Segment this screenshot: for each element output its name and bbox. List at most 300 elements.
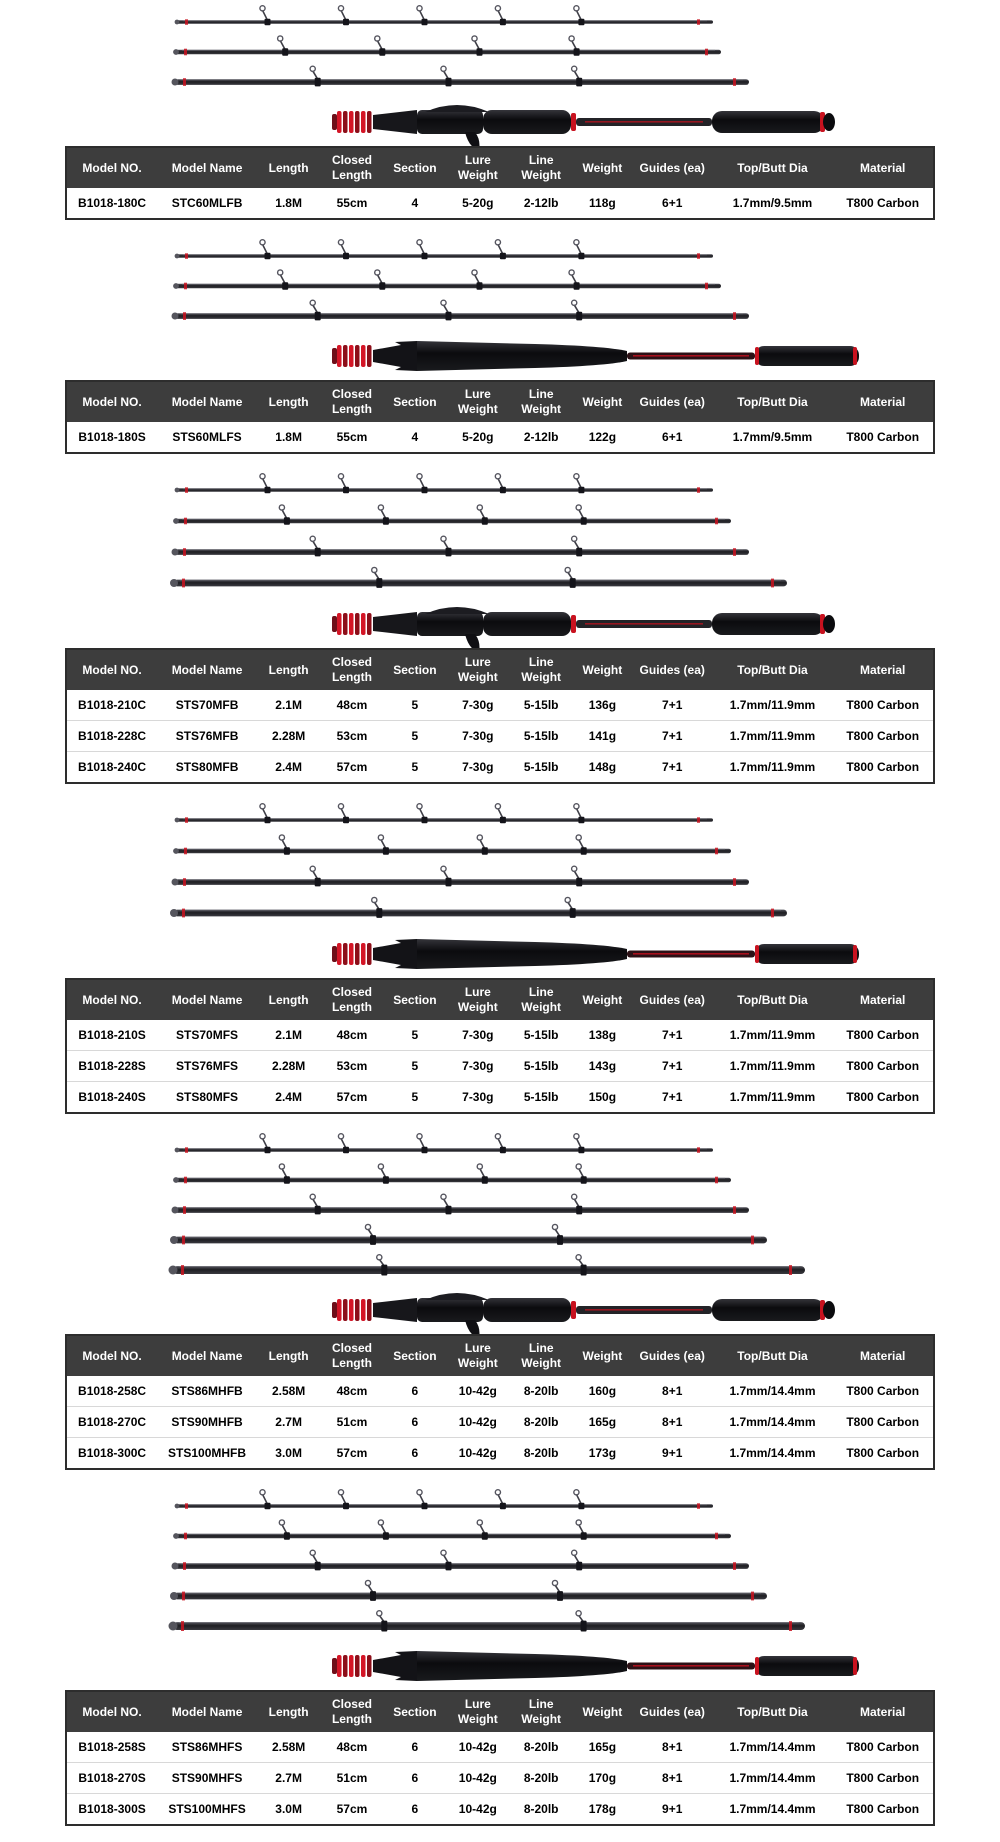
rod-segment xyxy=(175,474,713,494)
table-cell: STS80MFS xyxy=(157,1082,257,1114)
table-cell: 1.7mm/11.9mm xyxy=(713,752,833,784)
table-cell: 2.1M xyxy=(257,690,320,721)
table-cell: T800 Carbon xyxy=(832,721,934,752)
casting-rod-kit-photo-5pc xyxy=(65,470,935,648)
table-cell: B1018-210S xyxy=(66,1020,157,1051)
spinning-rod-kit-photo-5pc xyxy=(65,800,935,978)
rod-segment xyxy=(172,66,750,86)
table-cell: 3.0M xyxy=(257,1438,320,1470)
table-cell: T800 Carbon xyxy=(832,1732,934,1763)
product-spec-list xyxy=(65,0,935,1826)
table-row xyxy=(66,721,934,752)
table-row xyxy=(66,1051,934,1082)
rod-segment xyxy=(173,1164,731,1184)
table-cell: 5 xyxy=(384,690,446,721)
product-section xyxy=(65,470,935,784)
table-row xyxy=(66,1082,934,1114)
column-header: Line Weight xyxy=(510,1335,573,1376)
table-cell: 7-30g xyxy=(446,721,509,752)
rod-photo xyxy=(65,1486,935,1690)
table-cell: 4 xyxy=(384,422,446,453)
column-header: Model Name xyxy=(157,381,257,422)
column-header: Closed Length xyxy=(320,1335,383,1376)
rod-segment xyxy=(172,1550,750,1570)
column-header: Weight xyxy=(573,649,632,690)
column-header: Line Weight xyxy=(510,1691,573,1732)
spec-table-head xyxy=(66,381,934,422)
casting-handle xyxy=(332,1293,835,1334)
column-header: Model Name xyxy=(157,1335,257,1376)
table-cell: 5-15lb xyxy=(510,721,573,752)
table-cell: 165g xyxy=(573,1732,632,1763)
column-header: Guides (ea) xyxy=(632,1335,713,1376)
table-cell: 1.7mm/11.9mm xyxy=(713,1082,833,1114)
column-header: Line Weight xyxy=(510,649,573,690)
column-header: Model NO. xyxy=(66,979,157,1020)
product-section xyxy=(65,800,935,1114)
spec-table-head xyxy=(66,649,934,690)
spec-table-body xyxy=(66,690,934,783)
rod-photo xyxy=(65,236,935,380)
spec-table xyxy=(65,1690,935,1826)
table-cell: 2.7M xyxy=(257,1407,320,1438)
table-cell: 178g xyxy=(573,1794,632,1826)
table-cell: STS76MFB xyxy=(157,721,257,752)
table-cell: B1018-240S xyxy=(66,1082,157,1114)
column-header: Section xyxy=(384,649,446,690)
column-header: Line Weight xyxy=(510,979,573,1020)
spec-table-head xyxy=(66,1691,934,1732)
table-cell: T800 Carbon xyxy=(832,422,934,453)
table-cell: B1018-240C xyxy=(66,752,157,784)
spinning-rod-kit-photo-6pc xyxy=(65,1486,935,1690)
column-header: Top/Butt Dia xyxy=(713,381,833,422)
rod-segment xyxy=(172,536,750,556)
table-cell: 141g xyxy=(573,721,632,752)
table-cell: 170g xyxy=(573,1763,632,1794)
column-header: Guides (ea) xyxy=(632,381,713,422)
table-cell: T800 Carbon xyxy=(832,690,934,721)
column-header: Top/Butt Dia xyxy=(713,979,833,1020)
table-cell: 5 xyxy=(384,1082,446,1114)
table-cell: 1.7mm/14.4mm xyxy=(713,1794,833,1826)
table-cell: 2.58M xyxy=(257,1732,320,1763)
table-cell: 8+1 xyxy=(632,1732,713,1763)
product-section xyxy=(65,1130,935,1470)
casting-rod-kit-photo-6pc xyxy=(65,1130,935,1334)
rod-segment xyxy=(175,6,713,26)
table-cell: 51cm xyxy=(320,1763,383,1794)
table-cell: 6 xyxy=(384,1763,446,1794)
table-cell: 2-12lb xyxy=(510,422,573,453)
rod-segment xyxy=(170,1580,767,1601)
table-cell: 55cm xyxy=(320,188,383,219)
table-cell: 53cm xyxy=(320,721,383,752)
table-row xyxy=(66,188,934,219)
table-cell: 8+1 xyxy=(632,1376,713,1407)
column-header: Weight xyxy=(573,1691,632,1732)
table-cell: B1018-300S xyxy=(66,1794,157,1826)
rod-segment xyxy=(170,1224,767,1245)
table-cell: 2.7M xyxy=(257,1763,320,1794)
column-header: Section xyxy=(384,979,446,1020)
rod-segment xyxy=(170,897,787,918)
table-cell: 57cm xyxy=(320,1794,383,1826)
column-header: Line Weight xyxy=(510,147,573,188)
table-cell: 5 xyxy=(384,721,446,752)
column-header: Material xyxy=(832,649,934,690)
trigger-grip-icon xyxy=(465,634,480,648)
table-cell: 57cm xyxy=(320,1082,383,1114)
table-cell: T800 Carbon xyxy=(832,1020,934,1051)
column-header: Guides (ea) xyxy=(632,649,713,690)
table-row xyxy=(66,1376,934,1407)
spec-table-body xyxy=(66,188,934,219)
table-cell: T800 Carbon xyxy=(832,188,934,219)
spec-table xyxy=(65,978,935,1114)
table-cell: T800 Carbon xyxy=(832,752,934,784)
table-cell: B1018-258C xyxy=(66,1376,157,1407)
product-section xyxy=(65,1486,935,1826)
table-cell: 6+1 xyxy=(632,188,713,219)
table-cell: T800 Carbon xyxy=(832,1438,934,1470)
table-cell: 165g xyxy=(573,1407,632,1438)
table-cell: 7+1 xyxy=(632,1082,713,1114)
table-cell: B1018-270S xyxy=(66,1763,157,1794)
table-cell: 57cm xyxy=(320,752,383,784)
table-cell: 118g xyxy=(573,188,632,219)
table-cell: 7+1 xyxy=(632,690,713,721)
table-cell: B1018-300C xyxy=(66,1438,157,1470)
column-header: Length xyxy=(257,1691,320,1732)
spec-table-head xyxy=(66,1335,934,1376)
table-cell: 8-20lb xyxy=(510,1376,573,1407)
table-row xyxy=(66,1407,934,1438)
column-header: Section xyxy=(384,381,446,422)
trigger-grip-icon xyxy=(465,132,480,146)
table-header-row xyxy=(66,1691,934,1732)
spinning-handle xyxy=(332,939,859,969)
table-row xyxy=(66,690,934,721)
column-header: Weight xyxy=(573,147,632,188)
rod-segment xyxy=(172,866,750,886)
column-header: Weight xyxy=(573,381,632,422)
rod-segment xyxy=(175,1490,713,1510)
table-cell: 7+1 xyxy=(632,1020,713,1051)
column-header: Length xyxy=(257,649,320,690)
table-cell: 1.7mm/9.5mm xyxy=(713,188,833,219)
table-cell: 6 xyxy=(384,1732,446,1763)
spec-table-head xyxy=(66,147,934,188)
rod-segment xyxy=(173,270,721,290)
table-cell: 5 xyxy=(384,1020,446,1051)
table-cell: STS100MHFB xyxy=(157,1438,257,1470)
column-header: Model NO. xyxy=(66,1335,157,1376)
table-cell: 2.1M xyxy=(257,1020,320,1051)
table-cell: 1.7mm/9.5mm xyxy=(713,422,833,453)
column-header: Material xyxy=(832,979,934,1020)
table-cell: 8-20lb xyxy=(510,1407,573,1438)
casting-rod-kit-photo-4pc xyxy=(65,2,935,146)
rod-segment xyxy=(173,505,731,525)
table-cell: 2-12lb xyxy=(510,188,573,219)
table-cell: 173g xyxy=(573,1438,632,1470)
column-header: Guides (ea) xyxy=(632,979,713,1020)
rod-segment xyxy=(172,1194,750,1214)
table-cell: 51cm xyxy=(320,1407,383,1438)
column-header: Top/Butt Dia xyxy=(713,1691,833,1732)
table-row xyxy=(66,1763,934,1794)
column-header: Weight xyxy=(573,979,632,1020)
table-cell: 6 xyxy=(384,1794,446,1826)
column-header: Section xyxy=(384,1335,446,1376)
table-cell: 3.0M xyxy=(257,1794,320,1826)
spec-table xyxy=(65,146,935,220)
table-row xyxy=(66,1794,934,1826)
table-cell: 48cm xyxy=(320,690,383,721)
table-cell: 8-20lb xyxy=(510,1732,573,1763)
table-cell: 1.7mm/14.4mm xyxy=(713,1732,833,1763)
spec-table-body xyxy=(66,1020,934,1113)
column-header: Guides (ea) xyxy=(632,1691,713,1732)
column-header: Weight xyxy=(573,1335,632,1376)
rod-photo xyxy=(65,470,935,648)
table-cell: 48cm xyxy=(320,1020,383,1051)
table-cell: 1.7mm/11.9mm xyxy=(713,1020,833,1051)
table-cell: T800 Carbon xyxy=(832,1407,934,1438)
table-cell: 10-42g xyxy=(446,1763,509,1794)
table-header-row xyxy=(66,147,934,188)
table-cell: B1018-210C xyxy=(66,690,157,721)
column-header: Material xyxy=(832,1335,934,1376)
trigger-grip-icon xyxy=(465,1320,480,1334)
table-cell: 2.4M xyxy=(257,1082,320,1114)
table-cell: 10-42g xyxy=(446,1794,509,1826)
table-cell: 122g xyxy=(573,422,632,453)
spec-table-body xyxy=(66,422,934,453)
column-header: Closed Length xyxy=(320,649,383,690)
table-cell: 1.8M xyxy=(257,188,320,219)
table-cell: 9+1 xyxy=(632,1438,713,1470)
table-cell: 10-42g xyxy=(446,1732,509,1763)
table-cell: T800 Carbon xyxy=(832,1082,934,1114)
table-cell: 7+1 xyxy=(632,1051,713,1082)
column-header: Guides (ea) xyxy=(632,147,713,188)
table-cell: 5-15lb xyxy=(510,1082,573,1114)
column-header: Lure Weight xyxy=(446,1691,509,1732)
reel-seat-hood-icon xyxy=(373,1651,417,1681)
table-cell: 1.7mm/11.9mm xyxy=(713,721,833,752)
column-header: Model Name xyxy=(157,1691,257,1732)
table-cell: T800 Carbon xyxy=(832,1376,934,1407)
table-cell: B1018-228S xyxy=(66,1051,157,1082)
table-cell: 10-42g xyxy=(446,1376,509,1407)
table-cell: 138g xyxy=(573,1020,632,1051)
rod-segment xyxy=(169,1611,806,1632)
table-cell: STS70MFS xyxy=(157,1020,257,1051)
table-cell: STC60MLFB xyxy=(157,188,257,219)
column-header: Length xyxy=(257,979,320,1020)
table-cell: B1018-258S xyxy=(66,1732,157,1763)
rod-segment xyxy=(169,1255,806,1276)
column-header: Model NO. xyxy=(66,381,157,422)
column-header: Material xyxy=(832,147,934,188)
table-cell: 7-30g xyxy=(446,752,509,784)
column-header: Closed Length xyxy=(320,147,383,188)
column-header: Model Name xyxy=(157,147,257,188)
rod-photo xyxy=(65,800,935,978)
column-header: Model NO. xyxy=(66,147,157,188)
table-cell: 1.7mm/14.4mm xyxy=(713,1438,833,1470)
table-cell: 1.7mm/11.9mm xyxy=(713,1051,833,1082)
table-cell: STS80MFB xyxy=(157,752,257,784)
rod-photo xyxy=(65,1130,935,1334)
table-cell: 48cm xyxy=(320,1732,383,1763)
column-header: Model Name xyxy=(157,649,257,690)
table-cell: 53cm xyxy=(320,1051,383,1082)
table-cell: 1.7mm/14.4mm xyxy=(713,1763,833,1794)
table-cell: 136g xyxy=(573,690,632,721)
table-cell: 8-20lb xyxy=(510,1763,573,1794)
table-cell: 1.8M xyxy=(257,422,320,453)
column-header: Closed Length xyxy=(320,381,383,422)
reel-seat-hood-icon xyxy=(373,341,417,371)
table-cell: 5-15lb xyxy=(510,690,573,721)
column-header: Lure Weight xyxy=(446,649,509,690)
table-row xyxy=(66,1020,934,1051)
rod-segment xyxy=(172,300,750,320)
table-cell: 8+1 xyxy=(632,1407,713,1438)
table-cell: 7+1 xyxy=(632,752,713,784)
table-cell: 2.28M xyxy=(257,721,320,752)
table-cell: 1.7mm/11.9mm xyxy=(713,690,833,721)
column-header: Lure Weight xyxy=(446,1335,509,1376)
table-row xyxy=(66,1732,934,1763)
table-cell: 5-15lb xyxy=(510,1051,573,1082)
table-cell: 6 xyxy=(384,1376,446,1407)
table-cell: STS90MHFS xyxy=(157,1763,257,1794)
table-cell: 8-20lb xyxy=(510,1794,573,1826)
table-cell: 4 xyxy=(384,188,446,219)
table-cell: 7-30g xyxy=(446,1051,509,1082)
table-cell: B1018-180S xyxy=(66,422,157,453)
table-cell: 6+1 xyxy=(632,422,713,453)
column-header: Model Name xyxy=(157,979,257,1020)
spec-table-body xyxy=(66,1732,934,1825)
table-cell: STS76MFS xyxy=(157,1051,257,1082)
table-cell: T800 Carbon xyxy=(832,1763,934,1794)
table-cell: T800 Carbon xyxy=(832,1794,934,1826)
table-cell: 1.7mm/14.4mm xyxy=(713,1376,833,1407)
column-header: Top/Butt Dia xyxy=(713,1335,833,1376)
spinning-handle xyxy=(332,1651,859,1681)
table-header-row xyxy=(66,649,934,690)
table-cell: 5 xyxy=(384,1051,446,1082)
column-header: Material xyxy=(832,1691,934,1732)
spec-table xyxy=(65,380,935,454)
table-header-row xyxy=(66,979,934,1020)
spec-table-head xyxy=(66,979,934,1020)
spinning-rod-kit-photo-4pc xyxy=(65,236,935,380)
table-cell: 48cm xyxy=(320,1376,383,1407)
column-header: Top/Butt Dia xyxy=(713,649,833,690)
table-cell: 2.58M xyxy=(257,1376,320,1407)
product-section xyxy=(65,2,935,220)
table-cell: 5-15lb xyxy=(510,1020,573,1051)
table-row xyxy=(66,422,934,453)
table-cell: B1018-270C xyxy=(66,1407,157,1438)
rod-segment xyxy=(175,804,713,824)
table-cell: 1.7mm/14.4mm xyxy=(713,1407,833,1438)
table-cell: 6 xyxy=(384,1438,446,1470)
table-cell: 5-20g xyxy=(446,188,509,219)
table-cell: STS100MHFS xyxy=(157,1794,257,1826)
table-cell: 143g xyxy=(573,1051,632,1082)
table-cell: 7-30g xyxy=(446,1020,509,1051)
table-cell: 150g xyxy=(573,1082,632,1114)
column-header: Model NO. xyxy=(66,649,157,690)
table-cell: 2.28M xyxy=(257,1051,320,1082)
spinning-handle xyxy=(332,341,859,371)
table-cell: 8-20lb xyxy=(510,1438,573,1470)
rod-segment xyxy=(175,240,713,260)
spec-table xyxy=(65,1334,935,1470)
table-cell: 8+1 xyxy=(632,1763,713,1794)
table-cell: 55cm xyxy=(320,422,383,453)
rod-segment xyxy=(175,1134,713,1154)
table-cell: B1018-228C xyxy=(66,721,157,752)
table-cell: 7+1 xyxy=(632,721,713,752)
column-header: Length xyxy=(257,1335,320,1376)
table-cell: 7-30g xyxy=(446,690,509,721)
table-cell: STS86MHFB xyxy=(157,1376,257,1407)
column-header: Section xyxy=(384,147,446,188)
table-cell: 9+1 xyxy=(632,1794,713,1826)
table-cell: T800 Carbon xyxy=(832,1051,934,1082)
column-header: Model NO. xyxy=(66,1691,157,1732)
product-section xyxy=(65,236,935,454)
table-cell: 2.4M xyxy=(257,752,320,784)
table-cell: 7-30g xyxy=(446,1082,509,1114)
reel-seat-hood-icon xyxy=(373,939,417,969)
table-row xyxy=(66,1438,934,1470)
rod-photo xyxy=(65,2,935,146)
table-cell: STS60MLFS xyxy=(157,422,257,453)
column-header: Length xyxy=(257,147,320,188)
table-cell: 6 xyxy=(384,1407,446,1438)
table-header-row xyxy=(66,1335,934,1376)
rod-segment xyxy=(173,1520,731,1540)
rod-segment xyxy=(170,567,787,588)
column-header: Line Weight xyxy=(510,381,573,422)
column-header: Lure Weight xyxy=(446,147,509,188)
table-cell: STS70MFB xyxy=(157,690,257,721)
column-header: Lure Weight xyxy=(446,381,509,422)
rod-segment xyxy=(173,835,731,855)
table-cell: 160g xyxy=(573,1376,632,1407)
column-header: Length xyxy=(257,381,320,422)
spec-table-body xyxy=(66,1376,934,1469)
table-cell: 148g xyxy=(573,752,632,784)
table-cell: 10-42g xyxy=(446,1407,509,1438)
rod-segment xyxy=(173,36,721,56)
table-cell: B1018-180C xyxy=(66,188,157,219)
column-header: Material xyxy=(832,381,934,422)
column-header: Closed Length xyxy=(320,1691,383,1732)
spec-table xyxy=(65,648,935,784)
table-cell: 5 xyxy=(384,752,446,784)
column-header: Closed Length xyxy=(320,979,383,1020)
